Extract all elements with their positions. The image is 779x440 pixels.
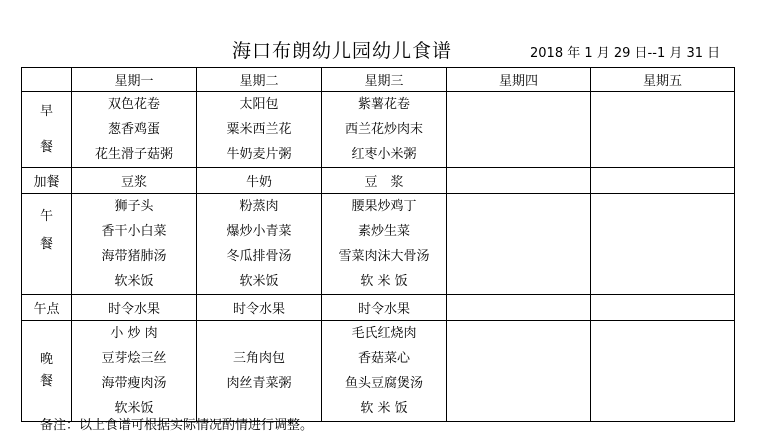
dinner-mon [72,321,197,422]
menu-item: 海带瘦肉汤 [101,376,167,391]
day-header-thu: 星期四 [447,68,591,92]
lunch-label: 午 餐 [22,194,72,295]
snack-fri [591,168,735,194]
snack-thu [447,168,591,194]
menu-item: 软米饭 [114,274,154,289]
menu-item: 双色花卷 [107,97,160,112]
menu-table [21,67,735,422]
menu-item: 素炒生菜 [357,224,410,239]
afternoon-thu [447,295,591,321]
snack-mon: 豆浆 [72,168,197,194]
menu-item: 粉蒸肉 [239,199,279,214]
menu-item: 太阳包 [239,97,279,112]
dinner-fri [591,321,735,422]
day-header-tue: 星期二 [197,68,322,92]
menu-item: 狮子头 [114,199,154,214]
menu-item: 西兰花炒肉末 [344,122,423,137]
page-title: 海口布朗幼儿园幼儿食谱 [232,40,453,62]
menu-item: 紫薯花卷 [357,97,410,112]
afternoon-wed: 时令水果 [322,295,447,321]
lunch-mon [72,194,197,295]
menu-item: 海带猪肺汤 [101,249,167,264]
menu-item: 花生滑子菇粥 [94,147,173,162]
menu-item: 香菇菜心 [357,351,410,366]
menu-item: 腰果炒鸡丁 [351,199,417,214]
menu-item: 肉丝青菜粥 [226,376,292,391]
breakfast-row [22,92,735,168]
dinner-label: 晚 餐 [22,321,72,422]
menu-item: 粟米西兰花 [226,122,292,137]
snack-tue: 牛奶 [197,168,322,194]
breakfast-label: 早 餐 [22,92,72,168]
menu-item: 葱香鸡蛋 [107,122,160,137]
breakfast-tue [197,92,322,168]
dinner-thu [447,321,591,422]
snack-row [22,168,735,194]
menu-item: 软米饭 [114,401,154,416]
afternoon-label: 午点 [22,295,72,321]
menu-item: 香干小白菜 [101,224,167,239]
menu-item: 软 米 饭 [360,274,408,289]
day-header-fri: 星期五 [591,68,735,92]
menu-item: 牛奶麦片粥 [226,147,292,162]
menu-item: 毛氏红烧肉 [351,326,417,341]
menu-item: 三角肉包 [232,351,285,366]
footnote: 备注：以上食谱可根据实际情况酌情进行调整。 [40,418,314,433]
breakfast-mon [72,92,197,168]
dinner-tue [197,321,322,422]
breakfast-thu [447,92,591,168]
menu-item: 小 炒 肉 [110,326,158,341]
lunch-thu [447,194,591,295]
day-header-wed: 星期三 [322,68,447,92]
menu-item: 软米饭 [239,274,279,289]
lunch-row [22,194,735,295]
afternoon-tue: 时令水果 [197,295,322,321]
lunch-fri [591,194,735,295]
dinner-wed [322,321,447,422]
snack-label: 加餐 [22,168,72,194]
menu-item: 爆炒小青菜 [226,224,292,239]
menu-item: 鱼头豆腐煲汤 [344,376,423,391]
snack-wed: 豆 浆 [322,168,447,194]
dinner-row [22,321,735,422]
menu-item: 冬瓜排骨汤 [226,249,292,264]
menu-item: 豆芽烩三丝 [101,351,167,366]
lunch-tue [197,194,322,295]
header-row [22,68,735,92]
menu-item: 红枣小米粥 [351,147,417,162]
day-header-mon: 星期一 [72,68,197,92]
afternoon-mon: 时令水果 [72,295,197,321]
afternoon-fri [591,295,735,321]
menu-item: 雪菜肉沫大骨汤 [338,249,430,264]
afternoon-row [22,295,735,321]
menu-item: 软 米 饭 [360,401,408,416]
breakfast-wed [322,92,447,168]
lunch-wed [322,194,447,295]
breakfast-fri [591,92,735,168]
date-range: 2018 年 1 月 29 日--1 月 31 日 [530,46,721,61]
corner-cell [22,68,72,92]
